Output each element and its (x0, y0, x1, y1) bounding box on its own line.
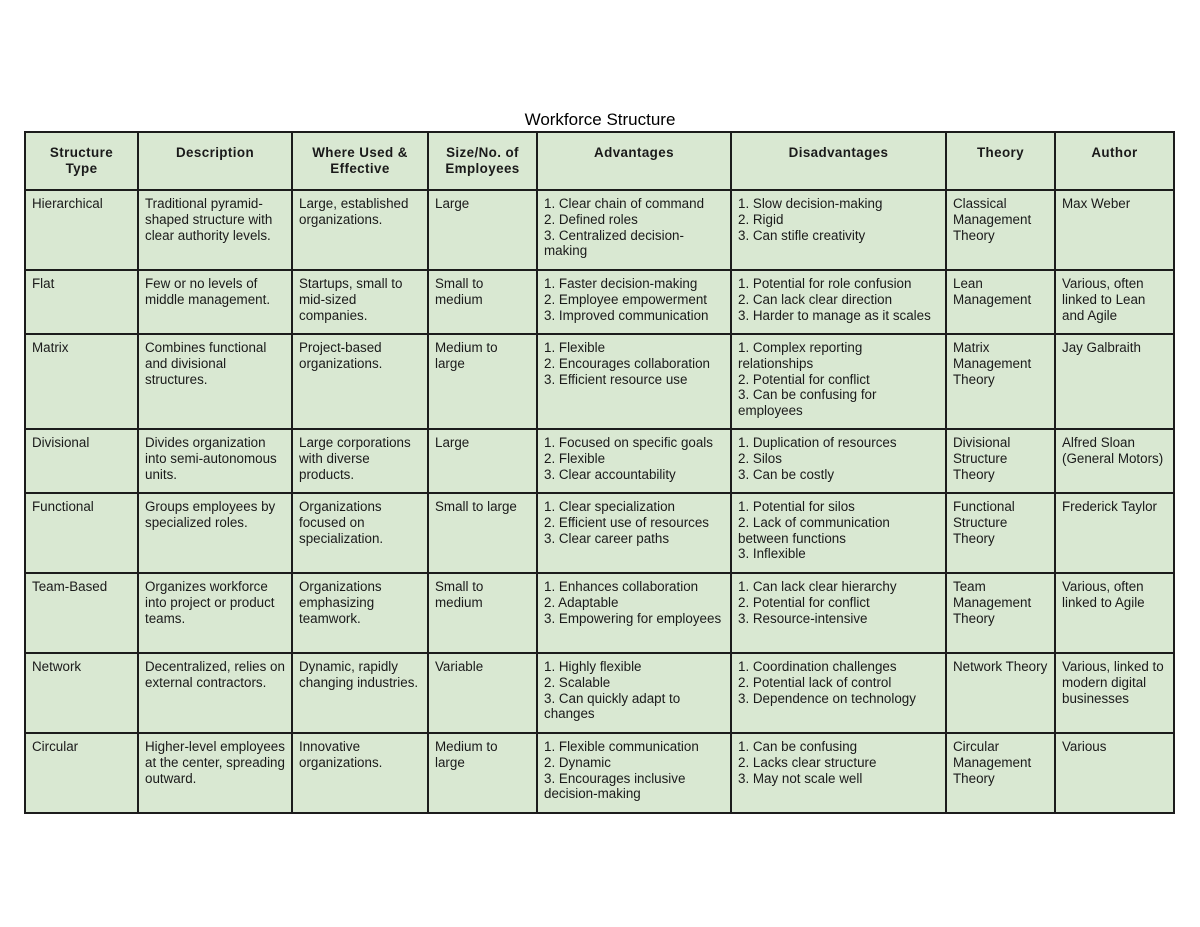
cell-size: Variable (428, 653, 537, 733)
disadvantage-item: 2. Rigid (738, 211, 784, 227)
advantage-item: 1. Focused on specific goals (544, 435, 713, 450)
cell-structure-type: Hierarchical (25, 190, 138, 270)
column-header-disadvantages: Disadvantages (731, 132, 946, 190)
cell-size: Large (428, 429, 537, 493)
cell-structure-type: Divisional (25, 429, 138, 493)
cell-description: Traditional pyramid-shaped structure with clear authority levels. (138, 190, 292, 270)
cell-disadvantages (731, 334, 946, 429)
cell-disadvantages (731, 190, 946, 270)
column-header-structure-type: Structure Type (25, 132, 138, 190)
column-header-where-used: Where Used & Effective (292, 132, 428, 190)
cell-advantages (537, 653, 731, 733)
cell-structure-type: Functional (25, 493, 138, 573)
cell-author: Various, linked to modern digital businesses (1055, 653, 1174, 733)
cell-size: Small to medium (428, 573, 537, 653)
disadvantage-item: 2. Lacks clear structure (738, 754, 877, 770)
advantage-item: 2. Scalable (544, 674, 611, 690)
cell-description: Higher-level employees at the center, spreading outward. (138, 733, 292, 813)
advantage-item: 2. Flexible (544, 450, 606, 466)
cell-size: Medium to large (428, 733, 537, 813)
cell-size: Small to large (428, 493, 537, 573)
disadvantage-item: 1. Potential for silos (738, 499, 855, 514)
cell-disadvantages (731, 493, 946, 573)
cell-size: Medium to large (428, 334, 537, 429)
cell-author: Frederick Taylor (1055, 493, 1174, 573)
cell-advantages (537, 270, 731, 334)
cell-where-used: Large, established organizations. (292, 190, 428, 270)
cell-description: Organizes workforce into project or product teams. (138, 573, 292, 653)
column-header-author: Author (1055, 132, 1174, 190)
column-header-description: Description (138, 132, 292, 190)
disadvantage-item: 3. Harder to manage as it scales (738, 307, 931, 323)
table-row (25, 429, 1174, 493)
disadvantage-item: 2. Potential lack of control (738, 674, 892, 690)
cell-theory: Divisional Structure Theory (946, 429, 1055, 493)
advantage-item: 2. Dynamic (544, 754, 611, 770)
advantage-item: 1. Enhances collaboration (544, 579, 699, 594)
cell-author: Various (1055, 733, 1174, 813)
cell-advantages (537, 573, 731, 653)
cell-disadvantages (731, 733, 946, 813)
disadvantage-item: 2. Potential for conflict (738, 371, 870, 387)
advantage-item: 1. Faster decision-making (544, 276, 698, 291)
advantage-item: 1. Highly flexible (544, 659, 642, 674)
advantage-item: 3. Efficient resource use (544, 371, 688, 387)
advantage-item: 1. Flexible (544, 340, 606, 355)
disadvantage-item: 3. Can stifle creativity (738, 227, 866, 243)
table-row (25, 733, 1174, 813)
cell-advantages (537, 429, 731, 493)
disadvantage-item: 3. Dependence on technology (738, 690, 916, 706)
cell-advantages (537, 190, 731, 270)
table-row (25, 334, 1174, 429)
disadvantage-item: 1. Complex reporting relationships (738, 340, 863, 371)
disadvantage-item: 3. Can be confusing for employees (738, 387, 877, 419)
cell-disadvantages (731, 573, 946, 653)
cell-structure-type: Flat (25, 270, 138, 334)
disadvantage-item: 1. Slow decision-making (738, 196, 883, 211)
disadvantage-item: 1. Can be confusing (738, 739, 858, 754)
cell-structure-type: Network (25, 653, 138, 733)
advantage-item: 2. Adaptable (544, 594, 619, 610)
disadvantage-item: 1. Duplication of resources (738, 435, 897, 450)
disadvantage-item: 2. Lack of communication between functions (738, 514, 890, 546)
cell-author: Max Weber (1055, 190, 1174, 270)
advantage-item: 2. Efficient use of resources (544, 514, 709, 530)
cell-where-used: Large corporations with diverse products. (292, 429, 428, 493)
cell-theory: Functional Structure Theory (946, 493, 1055, 573)
cell-structure-type: Matrix (25, 334, 138, 429)
disadvantage-item: 3. May not scale well (738, 770, 863, 786)
cell-where-used: Organizations emphasizing teamwork. (292, 573, 428, 653)
cell-theory: Matrix Management Theory (946, 334, 1055, 429)
cell-where-used: Innovative organizations. (292, 733, 428, 813)
cell-author: Various, often linked to Agile (1055, 573, 1174, 653)
disadvantage-item: 1. Can lack clear hierarchy (738, 579, 897, 594)
table-row (25, 573, 1174, 653)
cell-size: Large (428, 190, 537, 270)
disadvantage-item: 2. Can lack clear direction (738, 291, 893, 307)
cell-disadvantages (731, 653, 946, 733)
cell-description: Decentralized, relies on external contractors. (138, 653, 292, 733)
cell-disadvantages (731, 429, 946, 493)
table-row (25, 653, 1174, 733)
advantage-item: 3. Clear accountability (544, 466, 676, 482)
cell-author: Jay Galbraith (1055, 334, 1174, 429)
advantage-item: 1. Clear chain of command (544, 196, 705, 211)
cell-theory: Lean Management (946, 270, 1055, 334)
disadvantage-item: 1. Coordination challenges (738, 659, 897, 674)
header-row (25, 132, 1174, 190)
cell-where-used: Dynamic, rapidly changing industries. (292, 653, 428, 733)
cell-structure-type: Team-Based (25, 573, 138, 653)
cell-author: Various, often linked to Lean and Agile (1055, 270, 1174, 334)
advantage-item: 3. Centralized decision-making (544, 227, 684, 259)
advantage-item: 1. Clear specialization (544, 499, 675, 514)
disadvantage-item: 3. Can be costly (738, 466, 835, 482)
cell-where-used: Organizations focused on specialization. (292, 493, 428, 573)
table-row (25, 493, 1174, 573)
table-row (25, 190, 1174, 270)
cell-size: Small to medium (428, 270, 537, 334)
disadvantage-item: 3. Resource-intensive (738, 610, 868, 626)
advantage-item: 3. Clear career paths (544, 530, 670, 546)
advantage-item: 2. Defined roles (544, 211, 638, 227)
cell-theory: Network Theory (946, 653, 1055, 733)
advantage-item: 3. Can quickly adapt to changes (544, 690, 681, 722)
advantage-item: 3. Empowering for employees (544, 610, 722, 626)
cell-theory: Classical Management Theory (946, 190, 1055, 270)
page-title: Workforce Structure (524, 110, 676, 129)
cell-description: Groups employees by specialized roles. (138, 493, 292, 573)
advantage-item: 3. Encourages inclusive decision-making (544, 770, 686, 802)
cell-theory: Circular Management Theory (946, 733, 1055, 813)
advantage-item: 2. Encourages collaboration (544, 355, 711, 371)
cell-disadvantages (731, 270, 946, 334)
cell-description: Combines functional and divisional structures. (138, 334, 292, 429)
cell-advantages (537, 733, 731, 813)
advantage-item: 1. Flexible communication (544, 739, 699, 754)
disadvantage-item: 2. Silos (738, 450, 782, 466)
disadvantage-item: 1. Potential for role confusion (738, 276, 912, 291)
cell-where-used: Startups, small to mid-sized companies. (292, 270, 428, 334)
cell-author: Alfred Sloan (General Motors) (1055, 429, 1174, 493)
cell-structure-type: Circular (25, 733, 138, 813)
cell-description: Few or no levels of middle management. (138, 270, 292, 334)
disadvantage-item: 3. Inflexible (738, 546, 806, 562)
workforce-structure-table (24, 131, 1175, 814)
cell-description: Divides organization into semi-autonomous units. (138, 429, 292, 493)
table-row (25, 270, 1174, 334)
disadvantage-item: 2. Potential for conflict (738, 594, 870, 610)
column-header-theory: Theory (946, 132, 1055, 190)
column-header-advantages: Advantages (537, 132, 731, 190)
cell-advantages (537, 334, 731, 429)
cell-theory: Team Management Theory (946, 573, 1055, 653)
cell-where-used: Project-based organizations. (292, 334, 428, 429)
advantage-item: 2. Employee empowerment (544, 291, 707, 307)
column-header-size: Size/No. of Employees (428, 132, 537, 190)
cell-advantages (537, 493, 731, 573)
advantage-item: 3. Improved communication (544, 307, 709, 323)
